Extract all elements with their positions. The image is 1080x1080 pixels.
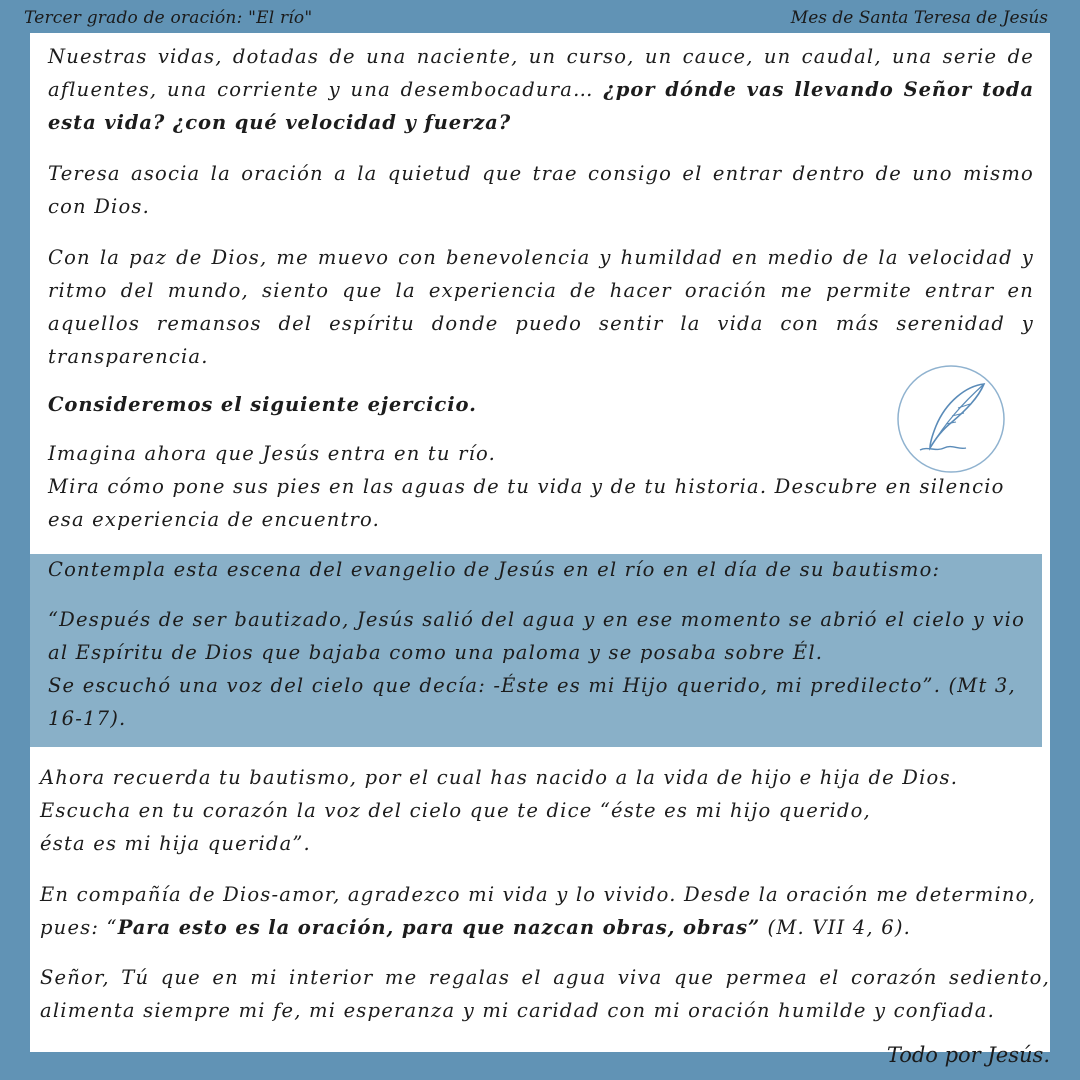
works-quote: Para esto es la oración, para que nazcan obras, obras” [117, 916, 761, 939]
works-citation: (M. VII 4, 6). [760, 916, 912, 939]
footer-signature: Todo por Jesús. [886, 1043, 1050, 1067]
paragraph-daughter: ésta es mi hija querida”. [40, 832, 311, 855]
paragraph-teresa: Teresa asocia la oración a la quietud que trae consigo el entrar dentro de uno mismo con Dios. [48, 162, 1034, 218]
paragraph-listen: Escucha en tu corazón la voz del cielo que te dice “éste es mi hijo querido, [40, 799, 871, 822]
paragraph-intro-question: ¿por dónde vas llevando Señor toda esta vida? ¿con qué velocidad y fuerza? [48, 78, 1034, 134]
paragraph-imagine: Imagina ahora que Jesús entra en tu río. [48, 442, 497, 465]
header-title: Tercer grado de oración: "El río" [24, 8, 313, 28]
exercise-heading: Consideremos el siguiente ejercicio. [48, 393, 477, 416]
paragraph-baptism: Ahora recuerda tu bautismo, por el cual has nacido a la vida de hijo e hija de Dios. [40, 766, 959, 789]
works-prefix: pues: “ [40, 916, 118, 939]
scripture-quote-1: “Después de ser bautizado, Jesús salió del agua y en ese momento se abrió el cielo y vio al Espíritu de Dios que bajaba como una paloma y se posaba sobre Él. [48, 608, 1026, 664]
paragraph-look: Mira cómo pone sus pies en las aguas de tu vida y de tu historia. Descubre en silencio esa experiencia de encuentro. [48, 475, 1005, 531]
paragraph-intro [48, 40, 1034, 139]
paragraph-prayer: Señor, Tú que en mi interior me regalas el agua viva que permea el corazón sediento, alimenta siempre mi fe, mi esperanza y mi caridad con mi oración humilde y confiada. [40, 966, 1050, 1022]
paragraph-contemplate: Contempla esta escena del evangelio de Jesús en el río en el día de su bautismo: [48, 558, 941, 581]
scripture-quote-2: Se escuchó una voz del cielo que decía: -Éste es mi Hijo querido, mi predilecto”. (Mt 3, 16-17). [48, 674, 1016, 730]
paragraph-gratitude: En compañía de Dios-amor, agradezco mi vida y lo vivido. Desde la oración me determino, [40, 883, 1036, 906]
paragraph-intro-text: Nuestras vidas, dotadas de una naciente, un curso, un cauce, un caudal, una serie de afluentes, una corriente y una desembocadura… [48, 45, 1034, 101]
header-subtitle: Mes de Santa Teresa de Jesús [790, 8, 1048, 28]
paragraph-works [40, 911, 1050, 944]
paragraph-peace: Con la paz de Dios, me muevo con benevolencia y humildad en medio de la velocidad y ritmo del mundo, siento que la experiencia de hacer oración me permite entrar en aquellos remansos del espíritu donde puedo sentir la vida con más serenidad y transparencia. [48, 246, 1034, 368]
quill-feather-icon [896, 364, 1006, 474]
